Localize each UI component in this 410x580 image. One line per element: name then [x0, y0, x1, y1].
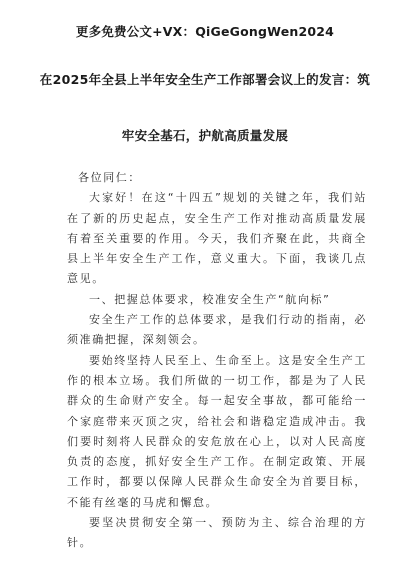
paragraph-overview: 安全生产工作的总体要求，是我们行动的指南，必须准确把握，深刻领会。 [67, 313, 367, 347]
document-body [67, 168, 367, 554]
page-header: 更多免费公文+VX：QiGeGongWen2024 [75, 24, 335, 39]
paragraph-safety-policy: 要坚决贯彻安全第一、预防为主、综合治理的方针。 [67, 516, 367, 550]
salutation: 各位同仁： [78, 171, 141, 184]
paragraph-intro: 大家好！在这“十四五”规划的关键之年，我们站在了新的历史起点，安全生产工作对推动高质量发展有着至关重要的作用。今天，我们齐聚在此，共商全县上半年安全生产工作，意义重大。下面，我谈几点意见。 [67, 191, 367, 286]
document-title-line-1: 在2025年全县上半年安全生产工作部署会议上的发言：筑 [39, 72, 371, 87]
document-title-line-2: 牢安全基石，护航高质量发展 [121, 128, 289, 143]
paragraph-people-first: 要始终坚持人民至上、生命至上。这是安全生产工作的根本立场。我们所做的一切工作，都是为了人民群众的生命财产安全。每一起安全事故，都可能给一个家庭带来灭顶之灾，给社会和谐稳定造成冲击。我们要时刻将人民群众的安危放在心上，以对人民高度负责的态度，抓好安全生产工作。在制定政策、开展工作时，都要以保障人民群众生命安全为首要目标，不能有丝毫的马虎和懈怠。 [67, 353, 367, 509]
section-heading: 一、把握总体要求，校准安全生产“航向标” [89, 292, 331, 306]
